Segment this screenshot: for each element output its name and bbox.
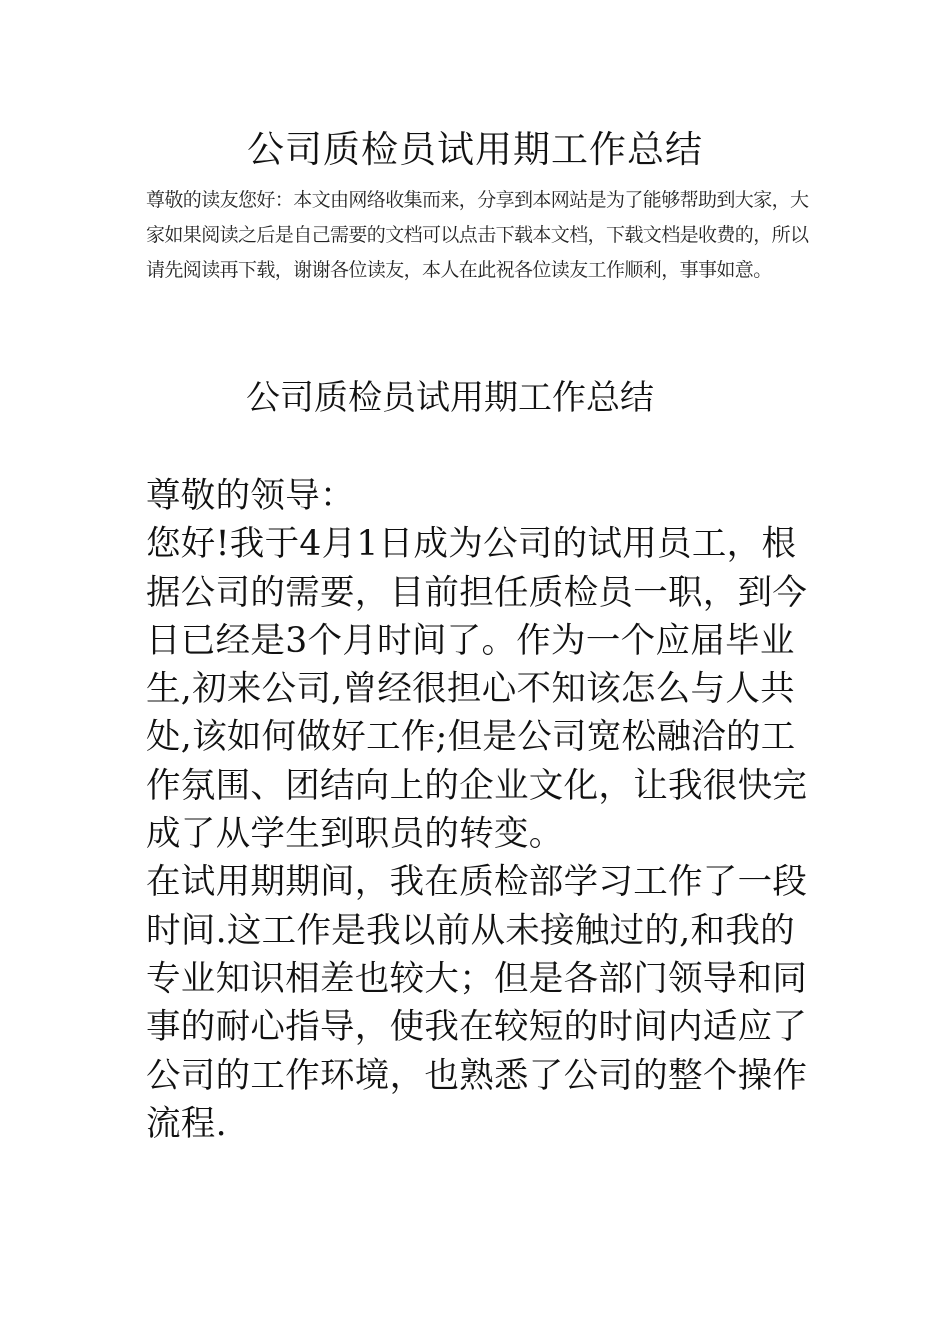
document-title: 公司质检员试用期工作总结 bbox=[247, 128, 703, 171]
article-title: 公司质检员试用期工作总结 bbox=[246, 378, 654, 418]
article-body bbox=[146, 472, 826, 1148]
paragraph: 在试用期期间，我在质检部学习工作了一段时间.这工作是我以前从未接触过的,和我的专业知识相差也较大；但是各部门领导和同事的耐心指导，使我在较短的时间内适应了公司的工作环境，也熟悉了公司的整个操作流程. bbox=[146, 862, 808, 1144]
salutation: 尊敬的领导： bbox=[146, 476, 355, 516]
paragraph: 您好!我于4月1日成为公司的试用员工，根据公司的需要，目前担任质检员一职，到今日已经是3个月时间了。作为一个应届毕业生,初来公司,曾经很担心不知该怎么与人共处,该如何做好工作;但是公司宽松融洽的工作氛围、团结向上的企业文化，让我很快完成了从学生到职员的转变。 bbox=[146, 524, 808, 855]
reader-notice: 尊敬的读友您好：本文由网络收集而来，分享到本网站是为了能够帮助到大家，大家如果阅读之后是自己需要的文档可以点击下载本文档，下载文档是收费的，所以请先阅读再下载，谢谢各位读友，本人在此祝各位读友工作顺利，事事如意。 bbox=[146, 189, 809, 281]
